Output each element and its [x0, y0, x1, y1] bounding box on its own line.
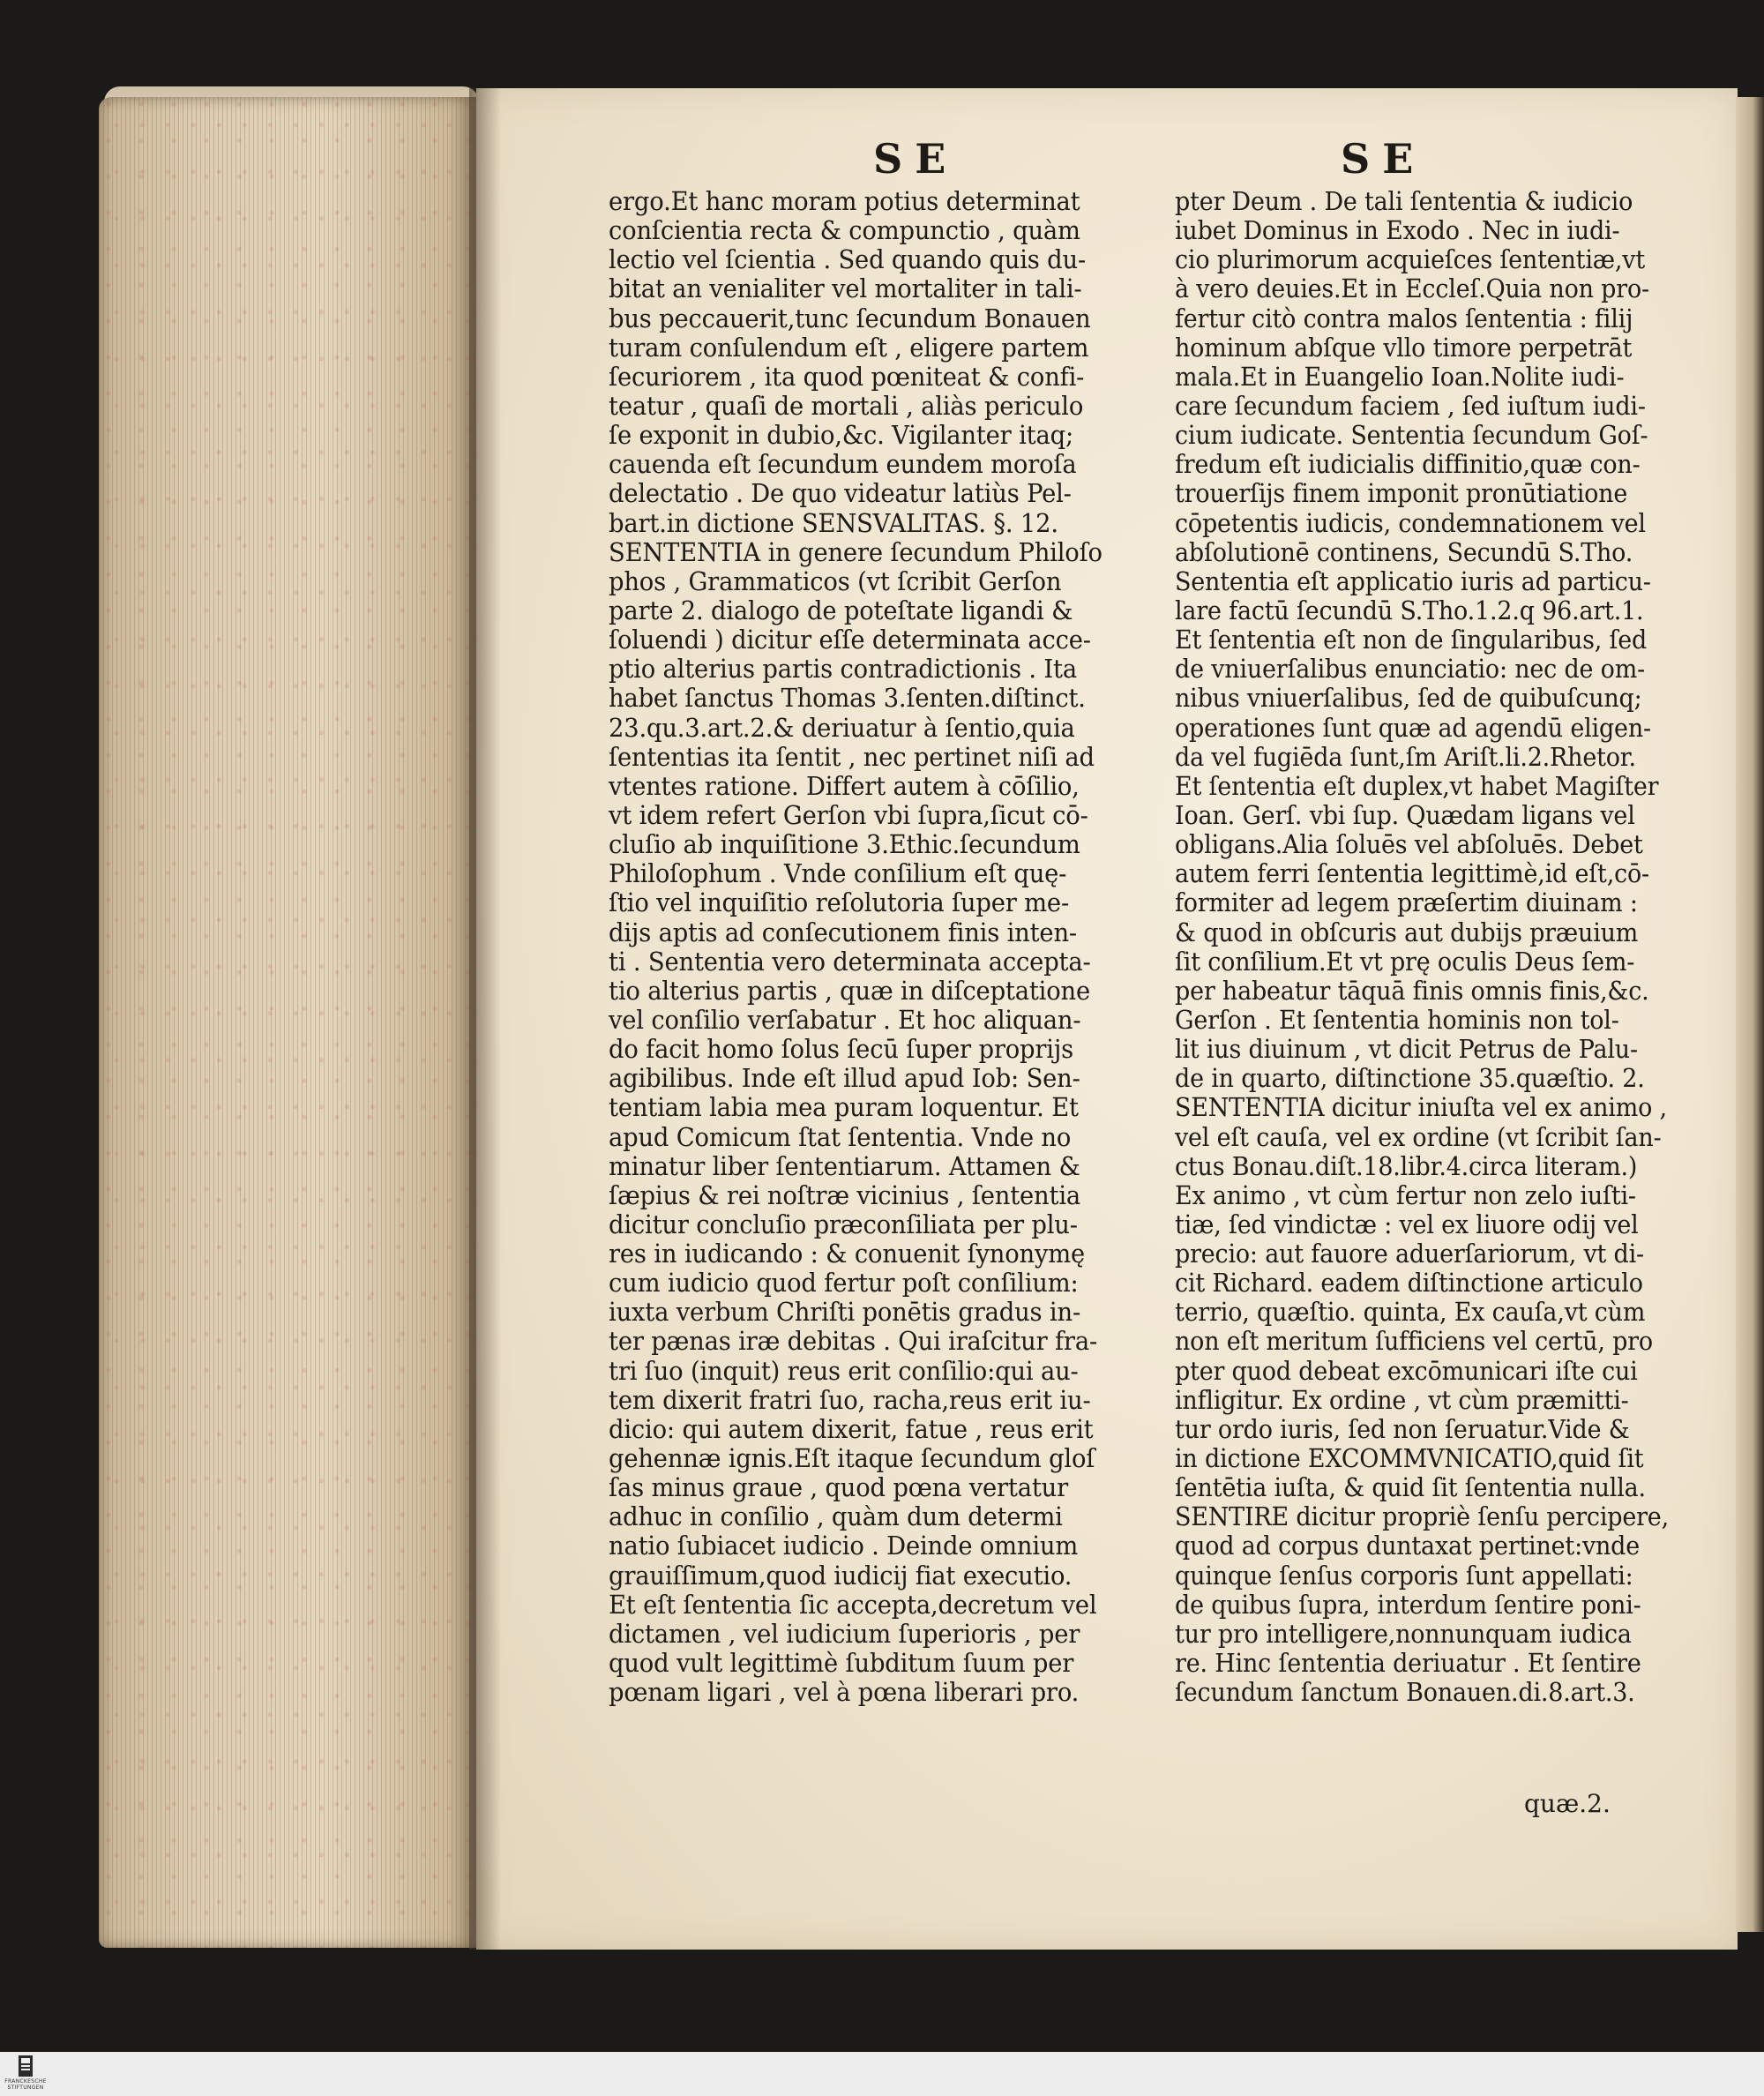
- text-line: tentiam labia mea puram loquentur. Et: [609, 1093, 1079, 1123]
- text-line: infligitur. Ex ordine , vt cùm præmitti-: [1175, 1385, 1629, 1415]
- text-line: pter quod debeat excōmunicari iſte cui: [1175, 1356, 1638, 1386]
- text-line: obligans.Alia ſoluēs vel abſoluēs. Debet: [1175, 830, 1643, 860]
- text-line: lit ius diuinum , vt dicit Petrus de Palu-: [1175, 1035, 1638, 1065]
- text-line: ſe exponit in dubio,&c. Vigilanter itaq;: [609, 421, 1074, 451]
- library-logo-icon: [18, 2054, 34, 2078]
- text-line: trouerſijs finem imponit pronūtiatione: [1175, 479, 1628, 509]
- text-line: dictamen , vel iudicium ſuperioris , per: [609, 1619, 1080, 1649]
- text-line: ſoluendi ) dicitur eſſe determinata acce-: [609, 625, 1091, 655]
- text-line: dicio: qui autem dixerit, fatue , reus erit: [609, 1414, 1094, 1444]
- text-line: dijs aptis ad conſecutionem finis inten-: [609, 917, 1077, 947]
- library-logo: [4, 2054, 48, 2094]
- text-line: precio: aut fauore aduerſariorum, vt di-: [1175, 1239, 1644, 1269]
- text-line: ergo.Et hanc moram potius determinat: [609, 187, 1080, 216]
- text-line: nibus vniuerſalibus, ſed de quibuſcunq;: [1175, 684, 1642, 714]
- text-line: de quibus ſupra, interdum ſentire poni-: [1175, 1590, 1641, 1620]
- text-line: vel eſt cauſa, vel ex ordine (vt ſcribit ſan-: [1175, 1122, 1662, 1152]
- text-line: quinque ſenſus corporis ſunt appellati:: [1175, 1561, 1633, 1591]
- text-line: bart.in dictione SENSVALITAS. §. 12.: [609, 508, 1058, 538]
- text-line: cium iudicate. Sententia ſecundum Goſ-: [1175, 421, 1648, 451]
- text-line: quod vult legittimè ſubditum ſuum per: [609, 1649, 1074, 1679]
- text-line: iubet Dominus in Exodo . Nec in iudi-: [1175, 216, 1620, 246]
- text-line: Ioan. Gerſ. vbi ſup. Quædam ligans vel: [1175, 800, 1635, 830]
- text-line: & quod in obſcuris aut dubijs præuium: [1175, 917, 1639, 947]
- text-line: Et ſententia eſt non de ſingularibus, ſed: [1175, 625, 1648, 655]
- text-line: conſcientia recta & compunctio , quàm: [609, 216, 1080, 246]
- text-line: vel conſilio verſabatur . Et hoc aliquan-: [609, 1005, 1081, 1035]
- text-line: tri ſuo (inquit) reus erit conſilio:qui au-: [609, 1356, 1079, 1386]
- text-line: ſæpius & rei noſtræ vicinius , ſententia: [609, 1180, 1081, 1210]
- text-line: ſas minus graue , quod pœna vertatur: [609, 1473, 1069, 1503]
- text-line: Et ſententia eſt duplex,vt habet Magiſter: [1175, 771, 1659, 801]
- text-line: delectatio . De quo videatur latiùs Pel-: [609, 479, 1072, 509]
- next-page-edge: [1736, 97, 1764, 1932]
- text-line: cit Richard. eadem diſtinctione articulo: [1175, 1269, 1643, 1299]
- text-line: natio ſubiacet iudicio . Deinde omnium: [609, 1531, 1079, 1561]
- text-line: ctus Bonau.diſt.18.libr.4.circa literam.): [1175, 1151, 1638, 1181]
- text-line: bus peccauerit,tunc ſecundum Bonauen: [609, 303, 1091, 333]
- text-line: de in quarto, diſtinctione 35.quæſtio. 2.: [1175, 1064, 1645, 1094]
- text-line: habet ſanctus Thomas 3.ſenten.diſtinct.: [609, 684, 1086, 714]
- book-fore-edge: [99, 97, 478, 1948]
- text-line: in dictione EXCOMMVNICATIO,quid ſit: [1175, 1444, 1644, 1474]
- viewer-bottom-bar: [0, 2052, 1764, 2096]
- text-line: ter pænas iræ debitas . Qui iraſcitur fra-: [609, 1327, 1098, 1357]
- text-line: abſolutionē continens, Secundū S.Tho.: [1175, 537, 1633, 567]
- text-line: do facit homo ſolus ſecū ſuper proprijs: [609, 1035, 1073, 1065]
- text-line: minatur liber ſententiarum. Attamen &: [609, 1151, 1080, 1181]
- text-line: pœnam ligari , vel à pœna liberari pro.: [609, 1678, 1080, 1708]
- text-line: SENTENTIA in genere ſecundum Philoſo: [609, 537, 1102, 567]
- text-line: agibilibus. Inde eſt illud apud Iob: Sen-: [609, 1064, 1080, 1094]
- text-line: formiter ad legem præſertim diuinam :: [1175, 888, 1638, 918]
- text-line: bitat an venialiter vel mortaliter in tali-: [609, 274, 1082, 304]
- text-line: da vel fugiēda ſunt,ſm Ariſt.li.2.Rhetor.: [1175, 742, 1636, 772]
- text-line: Ex animo , vt cùm fertur non zelo iuſti-: [1175, 1180, 1636, 1210]
- text-line: Sententia eſt applicatio iuris ad particu-: [1175, 566, 1651, 596]
- running-head-left: SE: [873, 135, 959, 183]
- catchword: quæ.2.: [1524, 1789, 1611, 1818]
- text-line: teatur , quaſi de mortali , aliàs periculo: [609, 391, 1084, 421]
- text-line: re. Hinc ſententia deriuatur . Et ſentire: [1175, 1649, 1641, 1679]
- text-line: apud Comicum ſtat ſententia. Vnde no: [609, 1122, 1072, 1152]
- text-line: parte 2. dialogo de poteſtate ligandi &: [609, 595, 1073, 625]
- text-line: grauiſſimum,quod iudicij fiat executio.: [609, 1561, 1073, 1591]
- text-line: à vero deuies.Et in Eccleſ.Quia non pro-: [1175, 274, 1649, 304]
- text-line: ptio alterius partis contradictionis . Ita: [609, 655, 1077, 685]
- text-line: operationes ſunt quæ ad agendū eligen-: [1175, 713, 1651, 743]
- text-line: cum iudicio quod fertur poſt conſilium:: [609, 1269, 1079, 1299]
- text-line: Gerſon . Et ſententia hominis non tol-: [1175, 1005, 1619, 1035]
- text-line: adhuc in conſilio , quàm dum determi: [609, 1502, 1063, 1532]
- text-line: vtentes ratione. Differt autem à cōſilio,: [609, 771, 1080, 801]
- text-line: dicitur concluſio præconſiliata per plu-: [609, 1209, 1078, 1239]
- text-column-left: [609, 187, 1123, 1707]
- text-line: ſecuriorem , ita quod pœniteat & confi-: [609, 362, 1085, 392]
- text-line: mala.Et in Euangelio Ioan.Nolite iudi-: [1175, 362, 1625, 392]
- text-line: tur ordo iuris, ſed non ſeruatur.Vide &: [1175, 1414, 1630, 1444]
- text-line: tur pro intelligere,nonnunquam iudica: [1175, 1619, 1632, 1649]
- text-line: pter Deum . De tali ſententia & iudicio: [1175, 187, 1633, 216]
- text-line: lectio vel ſcientia . Sed quando quis du-: [609, 245, 1087, 275]
- text-line: fredum eſt iudicialis diffinitio,quæ con-: [1175, 450, 1641, 480]
- text-line: per habeatur tāquā finis omnis finis,&c.: [1175, 976, 1649, 1006]
- text-line: res in iudicando : & conuenit ſynonymę: [609, 1239, 1086, 1269]
- text-line: lare factū ſecundū S.Tho.1.2.q 96.art.1.: [1175, 595, 1644, 625]
- text-line: tem dixerit fratri ſuo, racha,reus erit iu-: [609, 1385, 1091, 1415]
- text-line: SENTIRE dicitur propriè ſenſu percipere,: [1175, 1502, 1669, 1532]
- text-line: cio plurimorum acquieſces ſententiæ,vt: [1175, 245, 1645, 275]
- running-head-right: SE: [1341, 135, 1426, 183]
- text-line: de vniuerſalibus enunciatio: nec de om-: [1175, 655, 1646, 685]
- text-line: ti . Sententia vero determinata accepta-: [609, 947, 1091, 977]
- library-logo-text: FRANCKESCHE STIFTUNGEN: [4, 2078, 47, 2091]
- text-line: ſecundum ſanctum Bonauen.di.8.art.3.: [1175, 1678, 1635, 1708]
- text-line: Et eſt ſententia ſic accepta,decretum vel: [609, 1590, 1097, 1620]
- text-line: turam conſulendum eſt , eligere partem: [609, 333, 1089, 363]
- text-line: Philoſophum . Vnde conſilium eſt quę-: [609, 859, 1067, 889]
- text-line: ſtio vel inquiſitio reſolutoria ſuper me-: [609, 888, 1070, 918]
- text-line: phos , Grammaticos (vt ſcribit Gerſon: [609, 566, 1062, 596]
- text-line: 23.qu.3.art.2.& deriuatur à ſentio,quia: [609, 713, 1075, 743]
- text-line: ſententias ita ſentit , nec pertinet niſi ad: [609, 742, 1095, 772]
- text-line: tio alterius partis , quæ in diſceptatione: [609, 976, 1091, 1006]
- text-line: non eſt meritum ſufficiens vel certū, pro: [1175, 1327, 1653, 1357]
- text-line: autem ferri ſententia legittimè,id eſt,cō-: [1175, 859, 1649, 889]
- text-line: tiæ, ſed vindictæ : vel ex liuore odij vel: [1175, 1209, 1639, 1239]
- text-line: gehennæ ignis.Eſt itaque ſecundum gloſ: [609, 1444, 1095, 1474]
- text-line: cōpetentis iudicis, condemnationem vel: [1175, 508, 1646, 538]
- text-line: cluſio ab inquiſitione 3.Ethic.ſecundum: [609, 830, 1080, 860]
- text-line: ſit conſilium.Et vt prę oculis Deus ſem-: [1175, 947, 1635, 977]
- text-column-right: [1175, 187, 1697, 1707]
- text-line: quod ad corpus duntaxat pertinet:vnde: [1175, 1531, 1641, 1561]
- text-line: SENTENTIA dicitur iniuſta vel ex animo ,: [1175, 1093, 1667, 1123]
- text-line: cauenda eſt ſecundum eundem moroſa: [609, 450, 1077, 480]
- text-line: terrio, quæſtio. quinta, Ex cauſa,vt cùm: [1175, 1298, 1646, 1328]
- text-line: vt idem refert Gerſon vbi ſupra,ſicut cō-: [609, 800, 1088, 830]
- gutter-shadow: [469, 88, 501, 1950]
- text-line: fertur citò contra malos ſententia : filij: [1175, 303, 1633, 333]
- text-line: iuxta verbum Chriſti ponētis gradus in-: [609, 1298, 1081, 1328]
- text-line: care ſecundum faciem , ſed iuſtum iudi-: [1175, 391, 1646, 421]
- text-line: ſentētia iuſta, & quid ſit ſententia nulla.: [1175, 1473, 1646, 1503]
- text-line: hominum abſque vllo timore perpetrāt: [1175, 333, 1633, 363]
